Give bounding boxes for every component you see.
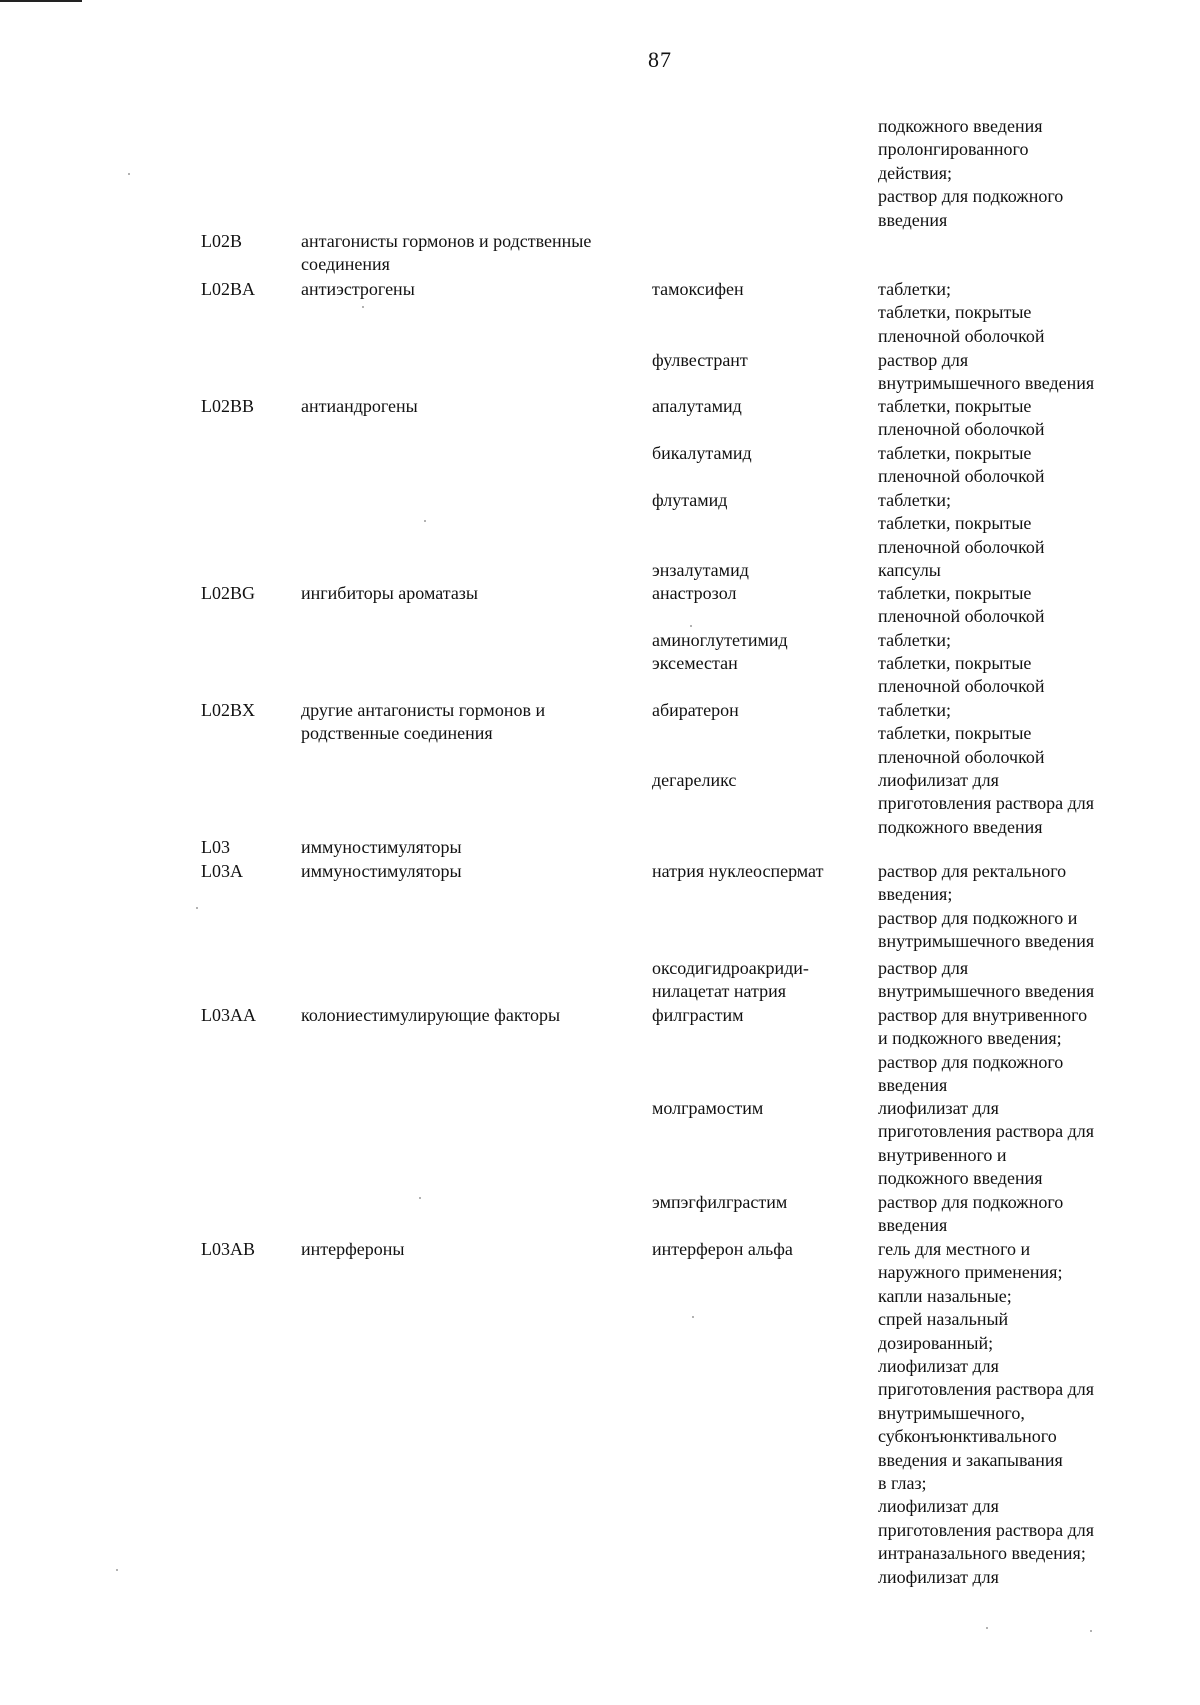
dosage-form: лиофилизат для приготовления раствора для внутривенного и подкожного введения: [878, 1098, 1094, 1189]
dosage-form: гель для местного и наружного применения; капли назальные; спрей назальный дозированный; лиофилизат для приготовления раствора для внутримышечного, субконъюнктивального введения и закапывания в глаз; лиофилизат для приготовления раствора для интраназального введения; лиофилизат для: [878, 1239, 1094, 1587]
scan-speck: [116, 1569, 118, 1571]
drug-name: эксеместан: [652, 653, 738, 673]
drug-name: бикалутамид: [652, 443, 752, 463]
drug-name: апалутамид: [652, 396, 742, 416]
dosage-form: таблетки; таблетки, покрытые пленочной оболочкой: [878, 490, 1045, 557]
scan-speck: [419, 1197, 421, 1199]
drug-name: фулвестрант: [652, 350, 748, 370]
dosage-form: раствор для внутримышечного введения: [878, 958, 1095, 1002]
drug-name: интерферон альфа: [652, 1239, 793, 1259]
scan-speck: [424, 520, 426, 522]
scan-speck: [362, 306, 364, 308]
scan-speck: [986, 1627, 988, 1629]
pharmacological-group: антиэстрогены: [301, 279, 415, 299]
scan-speck: [690, 625, 692, 627]
scan-speck: [196, 907, 198, 909]
atc-code: L02BA: [201, 279, 255, 299]
dosage-form: капсулы: [878, 560, 941, 580]
drug-name: оксодигидроакриди- нилацетат натрия: [652, 958, 809, 1002]
pharmacological-group: колониестимулирующие факторы: [301, 1005, 561, 1025]
dosage-form: таблетки, покрытые пленочной оболочкой: [878, 443, 1045, 487]
drug-name: флутамид: [652, 490, 728, 510]
dosage-form: лиофилизат для приготовления раствора для подкожного введения: [878, 770, 1094, 837]
page-number: 87: [648, 47, 672, 72]
dosage-form: раствор для внутримышечного введения: [878, 350, 1095, 394]
atc-code: L02BG: [201, 583, 255, 603]
scan-speck: [692, 1316, 694, 1318]
dosage-form: раствор для подкожного введения: [878, 1192, 1064, 1236]
dosage-form: таблетки; таблетки, покрытые пленочной оболочкой: [878, 700, 1045, 767]
dosage-form: подкожного введения пролонгированного действия; раствор для подкожного введения: [878, 116, 1064, 230]
pharmacological-group: антиандрогены: [301, 396, 418, 416]
atc-code: L03AB: [201, 1239, 255, 1259]
dosage-form: раствор для ректального введения; раствор для подкожного и внутримышечного введения: [878, 861, 1095, 952]
drug-name: натрия нуклеоспермат: [652, 861, 824, 881]
pharmacological-group: интерфероны: [301, 1239, 405, 1259]
drug-name: филграстим: [652, 1005, 744, 1025]
drug-name: энзалутамид: [652, 560, 749, 580]
atc-code: L03A: [201, 861, 243, 881]
drug-name: анастрозол: [652, 583, 737, 603]
atc-code: L03: [201, 837, 230, 857]
drug-name: дегареликс: [652, 770, 737, 790]
scan-speck: [1090, 1630, 1092, 1632]
drug-name: тамоксифен: [652, 279, 744, 299]
atc-code: L02BB: [201, 396, 255, 416]
pharmacological-group: ингибиторы ароматазы: [301, 583, 479, 603]
dosage-form: таблетки, покрытые пленочной оболочкой: [878, 583, 1045, 627]
pharmacological-group: другие антагонисты гормонов и родственные соединения: [301, 700, 546, 744]
drug-name: эмпэгфилграстим: [652, 1192, 788, 1212]
scan-speck: [128, 173, 130, 175]
pharmacological-group: иммуностимуляторы: [301, 837, 462, 857]
drug-name: аминоглутетимид: [652, 630, 788, 650]
scan-edge-mark: [0, 0, 82, 2]
dosage-form: раствор для внутривенного и подкожного введения; раствор для подкожного введения: [878, 1005, 1088, 1096]
dosage-form: таблетки, покрытые пленочной оболочкой: [878, 653, 1045, 697]
drug-name: абиратерон: [652, 700, 739, 720]
dosage-form: таблетки;: [878, 630, 952, 650]
dosage-form: таблетки, покрытые пленочной оболочкой: [878, 396, 1045, 440]
pharmacological-group: антагонисты гормонов и родственные соединения: [301, 231, 592, 275]
atc-code: L02B: [201, 231, 243, 251]
pharmacological-group: иммуностимуляторы: [301, 861, 462, 881]
dosage-form: таблетки; таблетки, покрытые пленочной оболочкой: [878, 279, 1045, 346]
atc-code: L02BX: [201, 700, 255, 720]
drug-name: молграмостим: [652, 1098, 764, 1118]
atc-code: L03AA: [201, 1005, 256, 1025]
